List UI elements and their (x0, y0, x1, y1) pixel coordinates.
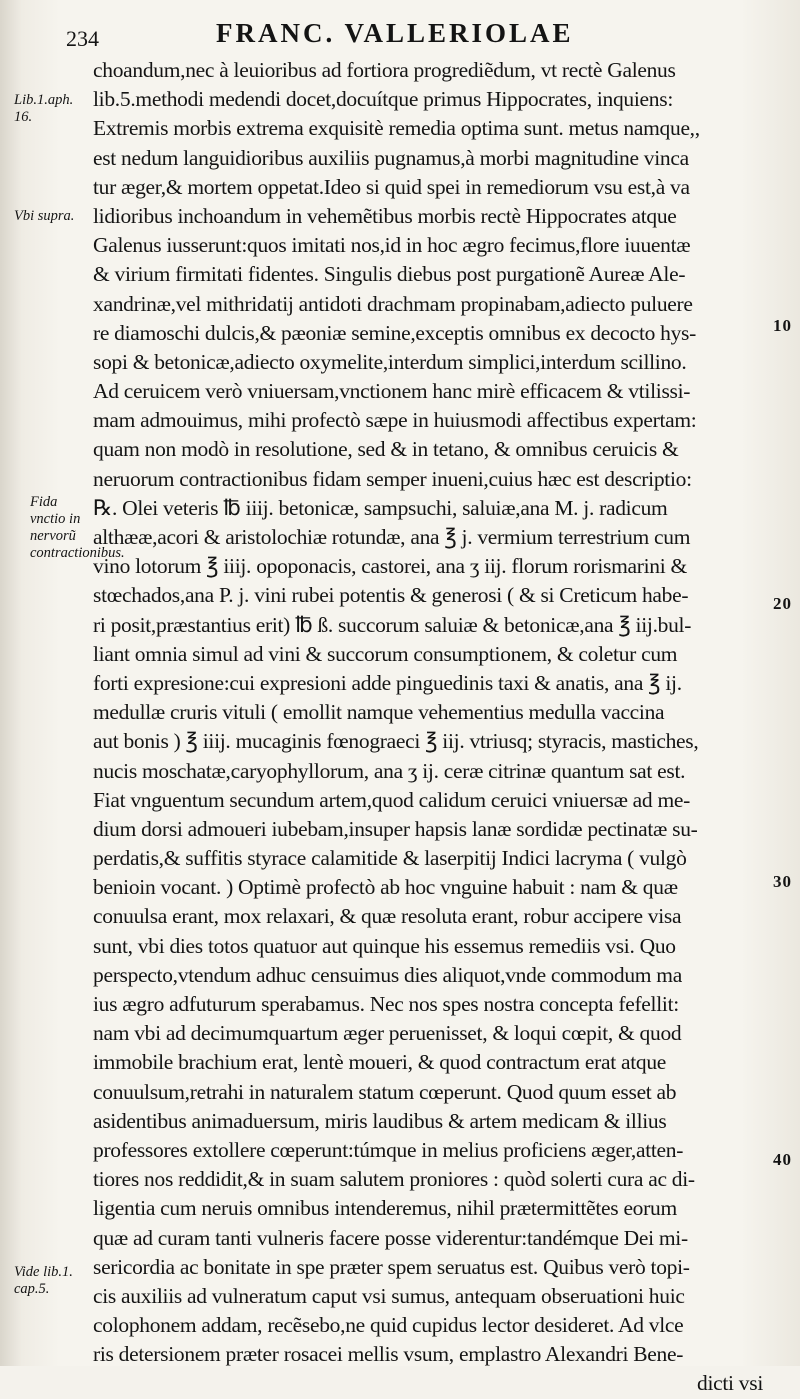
text-line: immobile brachium erat, lentè moueri, & quod contractum erat atque (93, 1050, 667, 1075)
text-line: dium dorsi admoueri iubebam,insuper hapsis lanæ sordidæ pectinatæ su- (93, 816, 698, 841)
text-line: re diamoschi dulcis,& pæoniæ semine,exceptis omnibus ex decocto hys- (93, 320, 696, 345)
text-line: perdatis,& suffitis styrace calamitide & laserpitij Indici lacryma ( vulgò (93, 846, 687, 871)
text-line: choandum,nec à leuioribus ad fortiora progrediẽdum, vt rectè Galenus (93, 58, 676, 82)
text-line: althææ,acori & aristolochiæ rotundæ, ana ℥ j. vermium terrestrium cum (93, 525, 691, 549)
margin-note-1: Lib.1.aph. 16. (14, 92, 74, 125)
text-line: nam vbi ad decimumquartum æger peruenisset, & loqui cœpit, & quod (93, 1021, 682, 1046)
text-line: ius ægro adfuturum sperabamus. Nec nos spes nostra concepta fefellit: (93, 992, 679, 1016)
text-line: medullæ cruris vituli ( emollit namque vehementius medulla vaccina (93, 700, 665, 725)
text-line: asidentibus animaduersum, miris laudibus & artem medicam & illius (93, 1108, 667, 1133)
text-line: lib.5.methodi medendi docet,docuítque primus Hippocrates, inquiens: (93, 87, 673, 112)
text-line: Ad ceruicem verò vniuersam,vnctionem hanc mirè efficacem & vtilissi- (93, 379, 691, 404)
running-title: FRANC. VALLERIOLAE (216, 18, 574, 48)
text-line: aut bonis ) ℥ iiij. mucaginis fœnograeci ℥ iij. vtriusq; styracis, mastiches, (93, 729, 699, 754)
text-body (93, 56, 763, 1399)
margin-note-2: Vbi supra. (14, 208, 75, 224)
text-line: Extremis morbis extrema exquisitè remedia optima sunt. metus namque,, (93, 116, 700, 141)
text-line: ris detersionem præter rosacei mellis vsum, emplastro Alexandri Bene- (93, 1342, 684, 1367)
text-line: sunt, vbi dies totos quatuor aut quinque his essemus remediis vsi. Quo (93, 933, 676, 958)
text-line: vino lotorum ℥ iiij. opoponacis, castorei, ana ʒ iij. florum rorismarini & (93, 554, 687, 579)
line-number-30: 30 (773, 872, 792, 891)
text-line: stœchados,ana P. j. vini rubei potentis & generosi ( & si Creticum habe- (93, 583, 689, 608)
text-line: neruorum contractionibus fidam semper inueni,cuius hæc est descriptio: (93, 466, 692, 491)
margin-note-4: Vide lib.1. cap.5. (14, 1264, 73, 1297)
line-number-20: 20 (773, 594, 792, 613)
text-line: tiores nos reddidit,& in suam salutem proniores : quòd solerti cura ac di- (93, 1167, 695, 1192)
text-line: conuulsum,retrahi in naturalem statum cœperunt. Quod quum esset ab (93, 1079, 677, 1104)
text-line: colophonem addam, recẽsebo,ne quid cupidus lector desideret. Ad vlce (93, 1313, 684, 1338)
page-number: 234 (66, 26, 99, 51)
text-line: professores extollere cœperunt:túmque in melius proficiens æger,atten- (93, 1137, 684, 1162)
text-line: ri posit,præstantius erit) ℔ ß. succorum saluiæ & betonicæ,ana ℥ iij.bul- (93, 612, 692, 637)
text-line: forti expresione:cui expresioni adde pinguedinis taxi & anatis, ana ℥ ij. (93, 670, 682, 695)
line-number-40: 40 (773, 1150, 792, 1169)
catchword: dicti vsi (697, 1371, 763, 1396)
text-line: tur æger,& mortem oppetat.Ideo si quid spei in remediorum vsu est,à va (93, 174, 690, 199)
text-line: ligentia cum neruis omnibus intenderemus, nihil prætermittẽtes eorum (93, 1196, 677, 1221)
text-line: ℞. Olei veteris ℔ iiij. betonicæ, sampsuchi, saluiæ,ana M. j. radicum (93, 495, 668, 520)
text-line: quam non modò in resolutione, sed & in tetano, & omnibus ceruicis & (93, 437, 679, 462)
margin-note-3: Fida vnctio in nervorũ contractionibus. (30, 494, 125, 561)
text-line: est nedum languidioribus auxiliis pugnamus,à morbi magnitudine vinca (93, 145, 689, 170)
text-line: xandrinæ,vel mithridatij antidoti drachmam propinabam,adiecto puluere (93, 291, 693, 316)
text-line: mam admouimus, mihi profectò sæpe in huiusmodi affectibus expertam: (93, 408, 697, 433)
text-line: Galenus iusserunt:quos imitati nos,id in hoc ægro fecimus,flore iuuentæ (93, 233, 691, 258)
text-line: cis auxiliis ad vulneratum caput vsi sumus, antequam obseruationi huic (93, 1283, 685, 1308)
text-line: benioin vocant. ) Optimè profectò ab hoc vnguine habuit : nam & quæ (93, 875, 678, 900)
text-line: quæ ad curam tanti vulneris facere posse viderentur:tandémque Dei mi- (93, 1225, 688, 1250)
text-line: liant omnia simul ad vini & succorum consumptionem, & coletur cum (93, 641, 678, 666)
text-line: conuulsa erant, mox relaxari, & quæ resoluta erant, robur accipere visa (93, 904, 682, 929)
text-line: lidioribus inchoandum in vehemẽtibus morbis rectè Hippocrates atque (93, 203, 677, 228)
text-line: sericordia ac bonitate in spe præter spem seruatus est. Quibus verò topi- (93, 1254, 690, 1279)
text-line: & virium firmitati fidentes. Singulis diebus post purgationẽ Aureæ Ale- (93, 262, 686, 287)
text-line: Fiat vnguentum secundum artem,quod calidum ceruici vniuersæ ad me- (93, 787, 690, 812)
text-line: nucis moschatæ,caryophyllorum, ana ʒ ij. ceræ citrinæ quantum sat est. (93, 758, 686, 783)
text-line: perspecto,vtendum adhuc censuimus dies aliquot,vnde commodum ma (93, 962, 682, 987)
page-header (66, 14, 780, 54)
text-line: sopi & betonicæ,adiecto oxymelite,interdum simplici,interdum scillino. (93, 349, 687, 374)
line-number-10: 10 (773, 316, 792, 335)
